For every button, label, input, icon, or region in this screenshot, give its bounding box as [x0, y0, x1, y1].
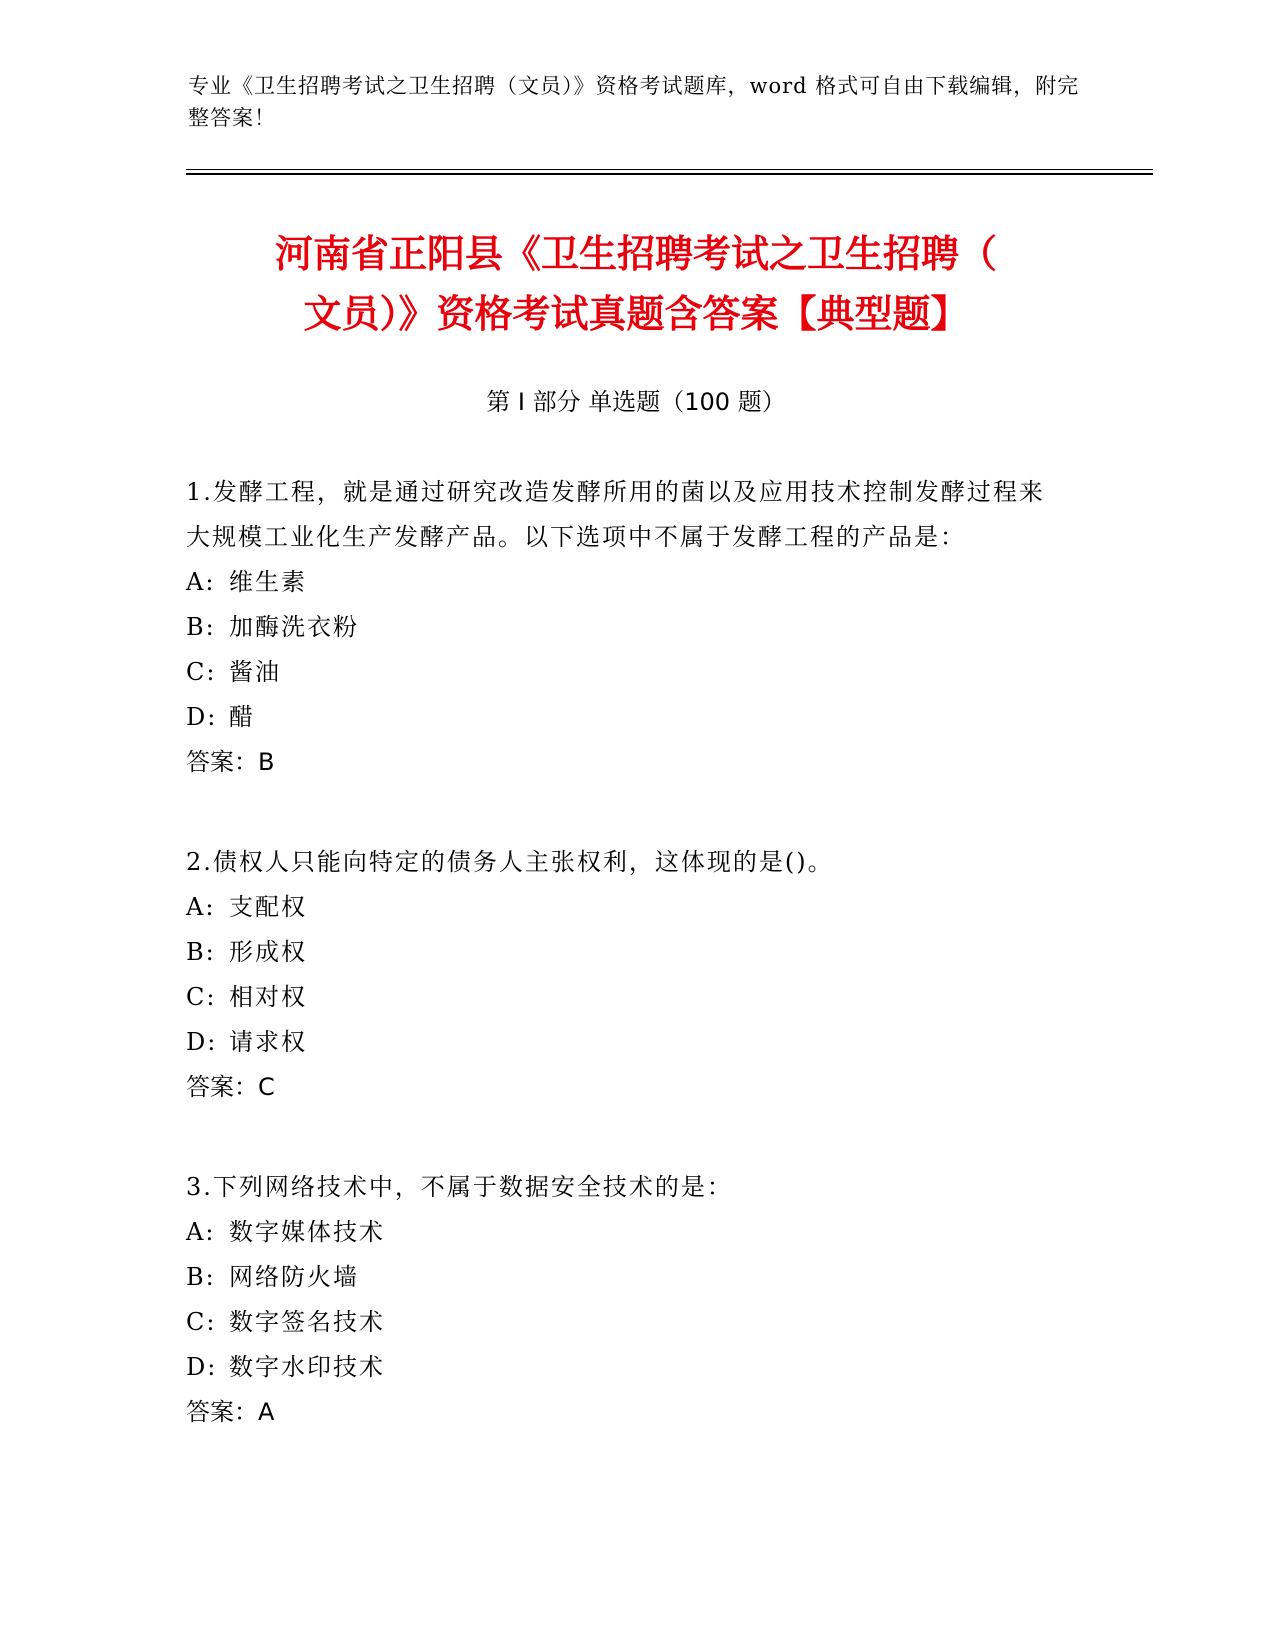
option-letter: D:	[186, 1353, 218, 1381]
option-c	[186, 975, 1066, 1020]
option-text: 醋	[229, 703, 255, 731]
option-letter: B:	[186, 613, 216, 641]
option-text: 加酶洗衣粉	[229, 613, 359, 641]
answer: 答案：C	[186, 1073, 275, 1101]
header-divider-thin	[186, 169, 1153, 170]
option-text: 酱油	[229, 658, 281, 686]
option-letter: D:	[186, 703, 218, 731]
option-letter: C:	[186, 1308, 217, 1336]
page-header: 专业《卫生招聘考试之卫生招聘（文员）》资格考试题库，word 格式可自由下载编辑，附完整答案！	[188, 74, 1080, 130]
option-letter: D:	[186, 1028, 218, 1056]
option-a	[186, 1210, 1066, 1255]
question-3	[186, 1165, 1066, 1435]
option-d	[186, 1020, 1066, 1065]
question-list	[186, 470, 1066, 1490]
option-text: 数字水印技术	[229, 1353, 385, 1381]
option-a	[186, 885, 1066, 930]
header-divider-thick	[186, 173, 1153, 175]
document-title-line-1: 河南省正阳县《卫生招聘考试之卫生招聘（	[274, 232, 997, 276]
option-d	[186, 695, 1066, 740]
option-text: 请求权	[229, 1028, 307, 1056]
option-b	[186, 930, 1066, 975]
question-1	[186, 470, 1066, 785]
option-text: 数字媒体技术	[229, 1218, 385, 1246]
option-a	[186, 560, 1066, 605]
question-stem: 2.债权人只能向特定的债务人主张权利，这体现的是()。	[186, 848, 834, 876]
option-text: 网络防火墙	[229, 1263, 359, 1291]
option-c	[186, 650, 1066, 695]
question-stem: 1.发酵工程，就是通过研究改造发酵所用的菌以及应用技术控制发酵过程来大规模工业化生产发酵产品。以下选项中不属于发酵工程的产品是：	[186, 478, 1045, 551]
answer: 答案：B	[186, 748, 275, 776]
option-letter: B:	[186, 1263, 216, 1291]
option-text: 维生素	[229, 568, 307, 596]
option-letter: B:	[186, 938, 216, 966]
document-title	[186, 224, 1086, 344]
question-2	[186, 840, 1066, 1110]
option-text: 支配权	[229, 893, 307, 921]
section-title: 第 I 部分 单选题（100 题）	[486, 388, 786, 416]
option-letter: A:	[186, 568, 216, 596]
option-b	[186, 1255, 1066, 1300]
option-letter: C:	[186, 983, 217, 1011]
option-text: 相对权	[229, 983, 307, 1011]
option-text: 形成权	[229, 938, 307, 966]
option-letter: C:	[186, 658, 217, 686]
option-letter: A:	[186, 893, 216, 921]
question-stem: 3.下列网络技术中，不属于数据安全技术的是：	[186, 1173, 733, 1201]
option-text: 数字签名技术	[229, 1308, 385, 1336]
option-b	[186, 605, 1066, 650]
document-title-line-2: 文员）》资格考试真题含答案【典型题】	[303, 292, 969, 336]
option-c	[186, 1300, 1066, 1345]
option-letter: A:	[186, 1218, 216, 1246]
answer: 答案：A	[186, 1398, 275, 1426]
option-d	[186, 1345, 1066, 1390]
